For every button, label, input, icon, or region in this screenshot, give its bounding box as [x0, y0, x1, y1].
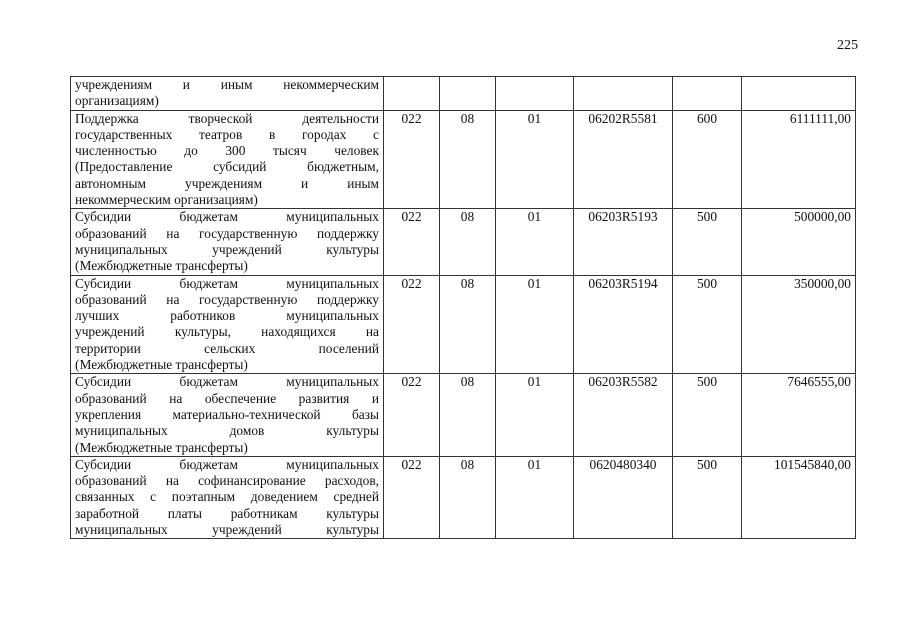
description-line: связанных с поэтапным доведением средней	[75, 489, 379, 505]
cell-section	[440, 77, 496, 111]
description-line: (Межбюджетные трансферты)	[75, 357, 248, 373]
cell-ministry: 022	[384, 209, 440, 275]
description-line: образований на государственную поддержку	[75, 225, 379, 241]
cell-subsection: 01	[496, 110, 574, 209]
cell-section: 08	[440, 456, 496, 538]
budget-table	[70, 76, 856, 539]
row-description	[71, 456, 384, 538]
cell-target-article	[574, 77, 673, 111]
table-row	[71, 374, 856, 456]
cell-section: 08	[440, 275, 496, 374]
cell-target-article: 0620480340	[574, 456, 673, 538]
table-row	[71, 209, 856, 275]
description-line: численностью до 300 тысяч человек	[75, 143, 379, 159]
description-line: Субсидии бюджетам муниципальных	[75, 456, 379, 472]
description-line: Поддержка творческой деятельности	[75, 110, 379, 126]
cell-ministry: 022	[384, 374, 440, 456]
description-line: образований на государственную поддержку	[75, 291, 379, 307]
row-description	[71, 110, 384, 209]
cell-amount: 6111111,00	[742, 110, 856, 209]
description-line: территории сельских поселений	[75, 340, 379, 356]
description-line: (Предоставление субсидий бюджетным,	[75, 159, 379, 175]
cell-target-article: 06203R5582	[574, 374, 673, 456]
cell-subsection: 01	[496, 209, 574, 275]
cell-expense-type: 500	[673, 456, 742, 538]
cell-section: 08	[440, 209, 496, 275]
table-row	[71, 275, 856, 374]
description-line: некоммерческим организациям)	[75, 192, 258, 208]
description-line: муниципальных домов культуры	[75, 423, 379, 439]
table-row	[71, 110, 856, 209]
cell-section: 08	[440, 110, 496, 209]
description-line: заработной платы работникам культуры	[75, 505, 379, 521]
description-line: учреждениям и иным некоммерческим	[75, 77, 379, 92]
cell-ministry	[384, 77, 440, 111]
description-line: муниципальных учреждений культуры	[75, 522, 379, 538]
description-line: муниципальных учреждений культуры	[75, 241, 379, 257]
row-description	[71, 275, 384, 374]
cell-expense-type: 500	[673, 209, 742, 275]
cell-subsection: 01	[496, 275, 574, 374]
description-line: (Межбюджетные трансферты)	[75, 439, 248, 455]
description-line: учреждений культуры, находящихся на	[75, 324, 379, 340]
table-row	[71, 456, 856, 538]
cell-ministry: 022	[384, 275, 440, 374]
cell-target-article: 06202R5581	[574, 110, 673, 209]
cell-expense-type: 600	[673, 110, 742, 209]
description-line: государственных театров в городах с	[75, 126, 379, 142]
cell-amount	[742, 77, 856, 111]
cell-expense-type: 500	[673, 275, 742, 374]
cell-expense-type	[673, 77, 742, 111]
cell-expense-type: 500	[673, 374, 742, 456]
table-row	[71, 77, 856, 111]
description-line: (Межбюджетные трансферты)	[75, 258, 248, 274]
cell-section: 08	[440, 374, 496, 456]
cell-amount: 500000,00	[742, 209, 856, 275]
cell-amount: 7646555,00	[742, 374, 856, 456]
description-line: Субсидии бюджетам муниципальных	[75, 209, 379, 225]
cell-subsection	[496, 77, 574, 111]
description-line: автономным учреждениям и иным	[75, 175, 379, 191]
cell-ministry: 022	[384, 110, 440, 209]
description-line: организациям)	[75, 93, 159, 109]
cell-subsection: 01	[496, 456, 574, 538]
cell-amount: 350000,00	[742, 275, 856, 374]
cell-target-article: 06203R5193	[574, 209, 673, 275]
row-description	[71, 209, 384, 275]
description-line: образований на софинансирование расходов,	[75, 473, 379, 489]
page-number: 225	[837, 38, 858, 53]
cell-ministry: 022	[384, 456, 440, 538]
row-description	[71, 77, 384, 111]
description-line: укрепления материально-технической базы	[75, 406, 379, 422]
budget-table-body	[71, 77, 856, 539]
row-description	[71, 374, 384, 456]
description-line: Субсидии бюджетам муниципальных	[75, 275, 379, 291]
description-line: образований на обеспечение развития и	[75, 390, 379, 406]
cell-subsection: 01	[496, 374, 574, 456]
description-line: лучших работников муниципальных	[75, 308, 379, 324]
cell-amount: 101545840,00	[742, 456, 856, 538]
description-line: Субсидии бюджетам муниципальных	[75, 374, 379, 390]
cell-target-article: 06203R5194	[574, 275, 673, 374]
